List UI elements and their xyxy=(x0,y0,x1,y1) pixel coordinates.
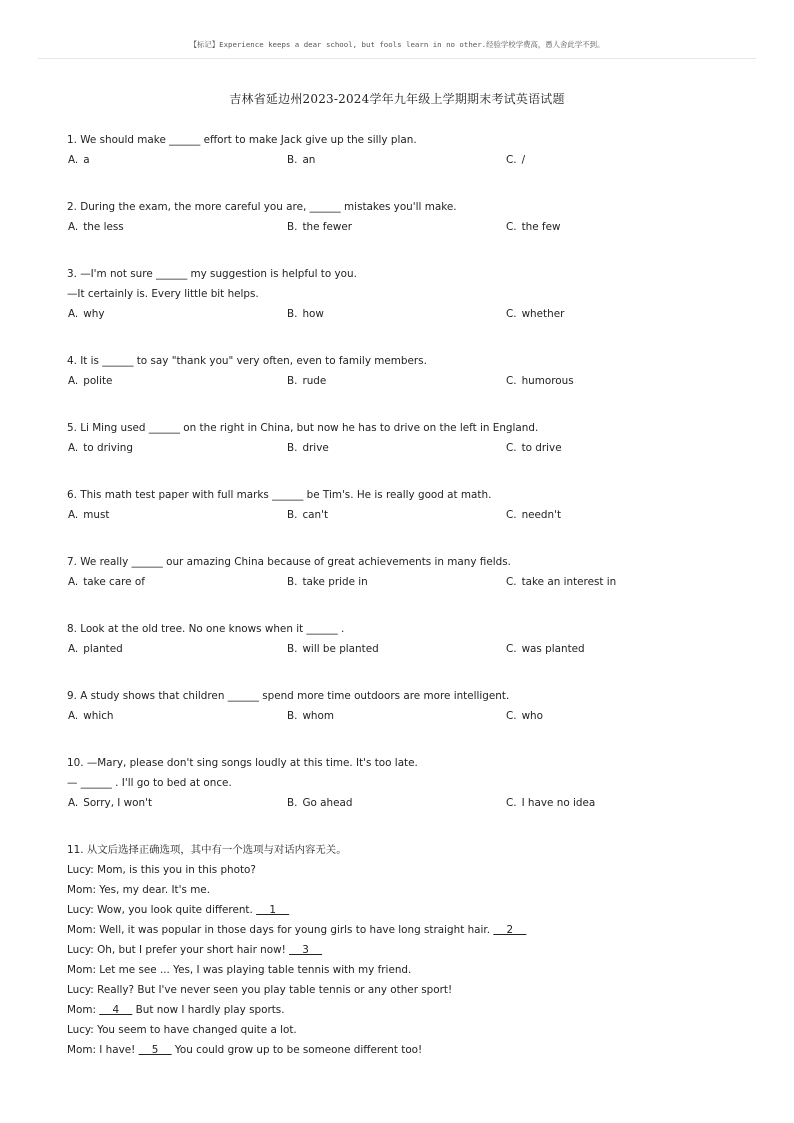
option-text: polite xyxy=(83,375,113,387)
option-letter: A. xyxy=(68,442,79,454)
option-a xyxy=(68,793,152,813)
option-text: take an interest in xyxy=(521,576,617,588)
option-a xyxy=(68,706,114,726)
answer-blank[interactable]: 4 xyxy=(99,1004,133,1016)
dialog-text-after: You could grow up to be someone different too! xyxy=(171,1044,423,1056)
option-c xyxy=(506,371,574,391)
option-c xyxy=(506,150,525,170)
option-text: an xyxy=(302,154,316,166)
document-title: 吉林省延边州2023-2024学年九年级上学期期末考试英语试题 xyxy=(229,92,565,106)
dialog-question xyxy=(67,840,747,1060)
dialog-text-after: But now I hardly play sports. xyxy=(132,1004,285,1016)
option-row xyxy=(67,639,747,659)
option-a xyxy=(68,150,90,170)
option-text: drive xyxy=(302,442,329,454)
question-item xyxy=(67,130,747,170)
question-stem-continued: — ______ . I'll go to bed at once. xyxy=(67,777,232,789)
header-divider xyxy=(38,58,756,59)
question-item xyxy=(67,485,747,525)
option-text: humorous xyxy=(521,375,574,387)
dialog-line xyxy=(67,940,747,960)
option-letter: A. xyxy=(68,308,79,320)
option-row xyxy=(67,706,747,726)
option-letter: C. xyxy=(506,710,517,722)
option-text: how xyxy=(302,308,324,320)
option-letter: A. xyxy=(68,154,79,166)
option-c xyxy=(506,304,564,324)
question-stem: 7. We really ______ our amazing China because of great achievements in many fields. xyxy=(67,556,511,568)
dialog-text: Mom: xyxy=(67,1004,100,1016)
option-row xyxy=(67,572,747,592)
dialog-text: Mom: Yes, my dear. It's me. xyxy=(67,884,211,896)
answer-blank[interactable]: 2 xyxy=(493,924,527,936)
question-item xyxy=(67,753,747,813)
question-item xyxy=(67,264,747,324)
option-a xyxy=(68,505,109,525)
option-text: can't xyxy=(302,509,329,521)
option-letter: C. xyxy=(506,375,517,387)
option-letter: B. xyxy=(287,576,298,588)
option-text: to drive xyxy=(521,442,562,454)
option-b xyxy=(287,371,326,391)
option-letter: B. xyxy=(287,221,298,233)
option-row xyxy=(67,438,747,458)
option-text: needn't xyxy=(521,509,562,521)
option-a xyxy=(68,572,145,592)
option-text: Go ahead xyxy=(302,797,353,809)
question-stem: 9. A study shows that children ______ spend more time outdoors are more intelligent. xyxy=(67,690,510,702)
option-text: the few xyxy=(521,221,561,233)
dialog-text: Lucy: Mom, is this you in this photo? xyxy=(67,864,256,876)
option-text: whether xyxy=(521,308,565,320)
option-row xyxy=(67,793,747,813)
option-text: rude xyxy=(302,375,327,387)
option-a xyxy=(68,217,124,237)
option-c xyxy=(506,793,595,813)
dialog-text: Mom: Let me see ... Yes, I was playing table tennis with my friend. xyxy=(67,964,412,976)
question-stem: 3. —I'm not sure ______ my suggestion is helpful to you. xyxy=(67,268,357,280)
question-item xyxy=(67,351,747,391)
option-c xyxy=(506,217,560,237)
option-text: / xyxy=(521,154,526,166)
question-item xyxy=(67,686,747,726)
option-letter: A. xyxy=(68,509,79,521)
option-row xyxy=(67,304,747,324)
option-text: a xyxy=(83,154,90,166)
option-letter: A. xyxy=(68,797,79,809)
dialog-text: Mom: I have! xyxy=(67,1044,139,1056)
option-text: the less xyxy=(83,221,124,233)
option-letter: B. xyxy=(287,154,298,166)
question-item xyxy=(67,619,747,659)
option-a xyxy=(68,371,112,391)
option-letter: A. xyxy=(68,221,79,233)
option-text: Sorry, I won't xyxy=(83,797,153,809)
option-text: who xyxy=(521,710,544,722)
answer-blank[interactable]: 1 xyxy=(256,904,290,916)
option-row xyxy=(67,505,747,525)
option-b xyxy=(287,793,352,813)
option-letter: B. xyxy=(287,442,298,454)
answer-blank[interactable]: 3 xyxy=(289,944,323,956)
dialog-line xyxy=(67,980,747,1000)
option-letter: C. xyxy=(506,308,517,320)
option-letter: A. xyxy=(68,375,79,387)
question-list xyxy=(67,130,747,1060)
option-b xyxy=(287,150,315,170)
option-letter: C. xyxy=(506,154,517,166)
option-letter: B. xyxy=(287,643,298,655)
question-item xyxy=(67,418,747,458)
option-text: planted xyxy=(83,643,123,655)
option-letter: C. xyxy=(506,797,517,809)
option-text: I have no idea xyxy=(521,797,596,809)
dialog-line xyxy=(67,1020,747,1040)
option-b xyxy=(287,304,324,324)
dialog-text: Lucy: Oh, but I prefer your short hair now! xyxy=(67,944,290,956)
option-letter: B. xyxy=(287,509,298,521)
dialog-text: Lucy: You seem to have changed quite a lot. xyxy=(67,1024,297,1036)
option-letter: B. xyxy=(287,710,298,722)
dialog-text: Lucy: Wow, you look quite different. xyxy=(67,904,257,916)
option-text: why xyxy=(83,308,105,320)
question-item xyxy=(67,552,747,592)
option-letter: A. xyxy=(68,643,79,655)
question-stem: 4. It is ______ to say "thank you" very often, even to family members. xyxy=(67,355,427,367)
question-item xyxy=(67,197,747,237)
option-b xyxy=(287,505,328,525)
question-stem: 6. This math test paper with full marks ______ be Tim's. He is really good at math. xyxy=(67,489,492,501)
option-letter: C. xyxy=(506,509,517,521)
option-letter: C. xyxy=(506,221,517,233)
option-letter: B. xyxy=(287,375,298,387)
option-letter: C. xyxy=(506,576,517,588)
option-text: was planted xyxy=(521,643,585,655)
option-text: take pride in xyxy=(302,576,368,588)
option-a xyxy=(68,304,104,324)
header-note: 【标记】Experience keeps a dear school, but fools learn in no other.经验学校学费高，愚人舍此学不到。 xyxy=(189,40,605,49)
option-text: will be planted xyxy=(302,643,379,655)
option-text: the fewer xyxy=(302,221,353,233)
question-stem: 2. During the exam, the more careful you are, ______ mistakes you'll make. xyxy=(67,201,457,213)
option-letter: B. xyxy=(287,797,298,809)
option-c xyxy=(506,572,616,592)
option-text: which xyxy=(83,710,114,722)
option-text: take care of xyxy=(83,576,145,588)
option-letter: A. xyxy=(68,576,79,588)
dialog-line xyxy=(67,880,747,900)
option-c xyxy=(506,505,561,525)
option-b xyxy=(287,572,368,592)
option-letter: B. xyxy=(287,308,298,320)
dialog-line xyxy=(67,1040,747,1060)
dialog-text: Mom: Well, it was popular in those days for young girls to have long straight hair. xyxy=(67,924,494,936)
option-text: whom xyxy=(302,710,335,722)
option-letter: A. xyxy=(68,710,79,722)
option-row xyxy=(67,371,747,391)
dialog-text: Lucy: Really? But I've never seen you play table tennis or any other sport! xyxy=(67,984,453,996)
option-a xyxy=(68,639,123,659)
option-b xyxy=(287,438,329,458)
question-stem: 5. Li Ming used ______ on the right in China, but now he has to drive on the left in England. xyxy=(67,422,539,434)
option-c xyxy=(506,706,543,726)
option-row xyxy=(67,217,747,237)
option-text: must xyxy=(83,509,110,521)
option-letter: C. xyxy=(506,442,517,454)
option-c xyxy=(506,639,585,659)
option-c xyxy=(506,438,562,458)
question-stem: 8. Look at the old tree. No one knows when it ______ . xyxy=(67,623,345,635)
option-letter: C. xyxy=(506,643,517,655)
option-text: to driving xyxy=(83,442,133,454)
dialog-line xyxy=(67,860,747,880)
option-row xyxy=(67,150,747,170)
option-b xyxy=(287,639,379,659)
dialog-line xyxy=(67,1000,747,1020)
answer-blank[interactable]: 5 xyxy=(138,1044,172,1056)
option-b xyxy=(287,217,352,237)
option-b xyxy=(287,706,334,726)
dialog-line xyxy=(67,960,747,980)
dialog-line xyxy=(67,900,747,920)
option-a xyxy=(68,438,133,458)
question-stem: 10. —Mary, please don't sing songs loudly at this time. It's too late. xyxy=(67,757,418,769)
question-stem: 1. We should make ______ effort to make Jack give up the silly plan. xyxy=(67,134,417,146)
question-stem-continued: —It certainly is. Every little bit helps. xyxy=(67,288,259,300)
dialog-line xyxy=(67,920,747,940)
dialog-instruction: 11. 从文后选择正确选项，其中有一个选项与对话内容无关。 xyxy=(67,844,347,856)
